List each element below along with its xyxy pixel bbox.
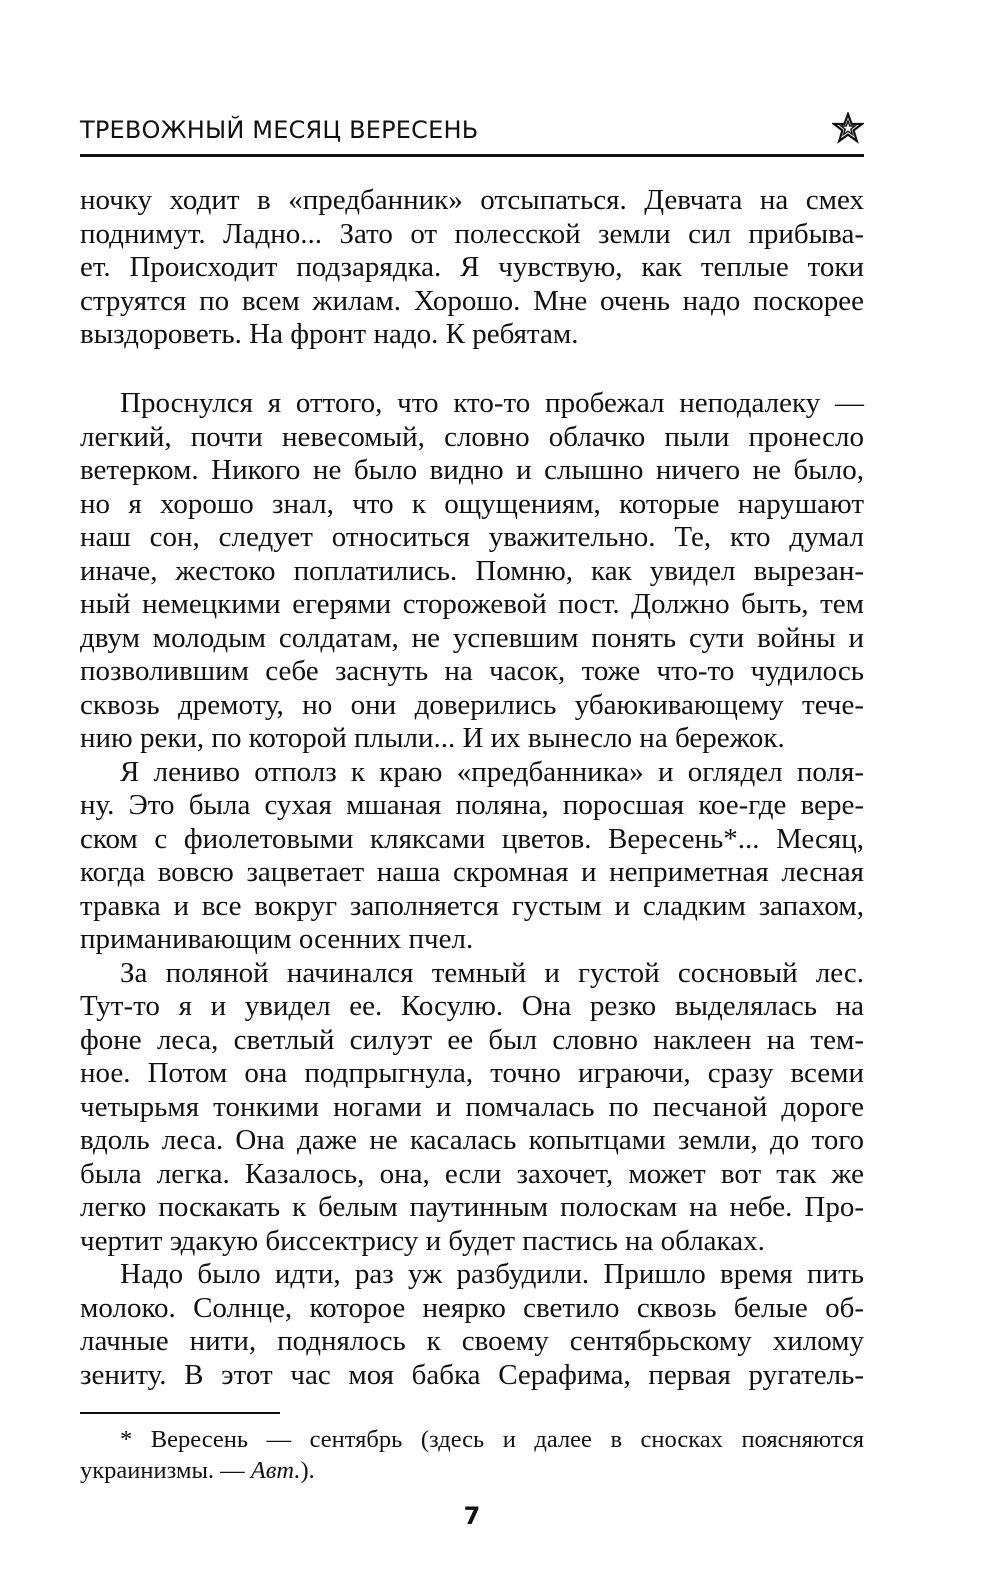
text-line: Надо было идти, раз уж разбудили. Пришло время пить xyxy=(120,1258,864,1290)
text-line: лачные нити, поднялось к своему сентябрьскому хилому xyxy=(80,1325,864,1357)
text-line: двум молодым солдатам, не успевшим понять сути войны и xyxy=(80,621,864,654)
footnote-line: * Вересень — сентябрь (здесь и далее в сносках поясняются xyxy=(120,1426,864,1453)
text-line: фоне леса, светлый силуэт ее был словно наклеен на тем- xyxy=(80,1023,864,1056)
text-line: Я лениво отполз к краю «предбанника» и оглядел поля- xyxy=(120,755,864,788)
text-line: но я хорошо знал, что к ощущениям, которые нарушают xyxy=(80,487,864,520)
page-number: 7 xyxy=(463,1502,481,1530)
text-line: поднимут. Ладно... Зато от полесской земли сил прибыва- xyxy=(80,217,864,250)
text-line: ет. Происходит подзарядка. Я чувствую, как теплые токи xyxy=(80,251,864,283)
text-line: ну. Это была сухая мшаная поляна, поросшая кое-где вере- xyxy=(80,789,864,821)
footnote-text: украинизмы. — xyxy=(80,1457,251,1484)
book-page xyxy=(80,0,864,1574)
text-line: сквозь дремоту, но они доверились убаюкивающему тече- xyxy=(80,688,864,721)
text-line: нию реки, по которой плыли... И их вынесло на бережок. xyxy=(80,722,785,754)
text-line: наш сон, следует относиться уважительно. Те, кто думал xyxy=(80,521,864,553)
text-line: травка и все вокруг заполняется густым и сладким запахом, xyxy=(80,889,864,922)
text-line: Проснулся я оттого, что кто-то пробежал неподалеку — xyxy=(120,387,864,419)
running-title: ТРЕВОЖНЫЙ МЕСЯЦ ВЕРЕСЕНЬ xyxy=(80,116,479,144)
main-text xyxy=(80,387,864,1392)
running-header xyxy=(80,112,864,157)
text-line: позволившим себе заснуть на часок, тоже что-то чудилось xyxy=(80,655,864,687)
text-line: легкий, почти невесомый, словно облачко пыли пронесло xyxy=(80,420,864,453)
text-line: ночку ходит в «предбанник» отсыпаться. Девчата на смех xyxy=(80,184,864,216)
footnote-divider xyxy=(80,1412,280,1414)
text-line: иначе, жестоко поплатились. Помню, как увидел вырезан- xyxy=(80,554,864,587)
text-line: Тут-то я и увидел ее. Косулю. Она резко выделялась на xyxy=(80,990,864,1022)
text-line: чертит эдакую биссектрису и будет пастись на облаках. xyxy=(80,1224,765,1257)
footnote-text: ). xyxy=(300,1457,315,1484)
text-line: ветерком. Никого не было видно и слышно ничего не было, xyxy=(80,454,864,486)
text-line: ный немецкими егерями сторожевой пост. Должно быть, тем xyxy=(80,588,864,620)
text-line: легко поскакать к белым паутинным полоскам на небе. Про- xyxy=(80,1191,864,1223)
text-line: ное. Потом она подпрыгнула, точно играючи, сразу всеми xyxy=(80,1057,864,1089)
star-outline-icon xyxy=(832,112,864,144)
footnote-author: Авт. xyxy=(250,1457,301,1484)
text-line: была легка. Казалось, она, если захочет, может вот так же xyxy=(80,1157,864,1190)
text-line: приманивающим осенних пчел. xyxy=(80,923,474,955)
text-line: четырьмя тонкими ногами и помчалась по песчаной дороге xyxy=(80,1090,864,1123)
text-line: ском с фиолетовыми кляксами цветов. Вересень*... Месяц, xyxy=(80,822,864,855)
text-line: выздороветь. На фронт надо. К ребятам. xyxy=(80,318,579,350)
footnote-line xyxy=(80,1455,864,1486)
text-line: когда вовсю зацветает наша скромная и неприметная лесная xyxy=(80,856,864,888)
text-line: зениту. В этот час моя бабка Серафима, первая ругатель- xyxy=(80,1358,864,1391)
text-line: молоко. Солнце, которое неярко светило сквозь белые об- xyxy=(80,1291,864,1324)
text-line: струятся по всем жилам. Хорошо. Мне очень надо поскорее xyxy=(80,284,864,317)
text-line: вдоль леса. Она даже не касалась копытцами земли, до того xyxy=(80,1124,864,1156)
paragraph-continued xyxy=(80,184,864,352)
footnote xyxy=(80,1424,864,1486)
text-line: За поляной начинался темный и густой сосновый лес. xyxy=(120,956,864,989)
